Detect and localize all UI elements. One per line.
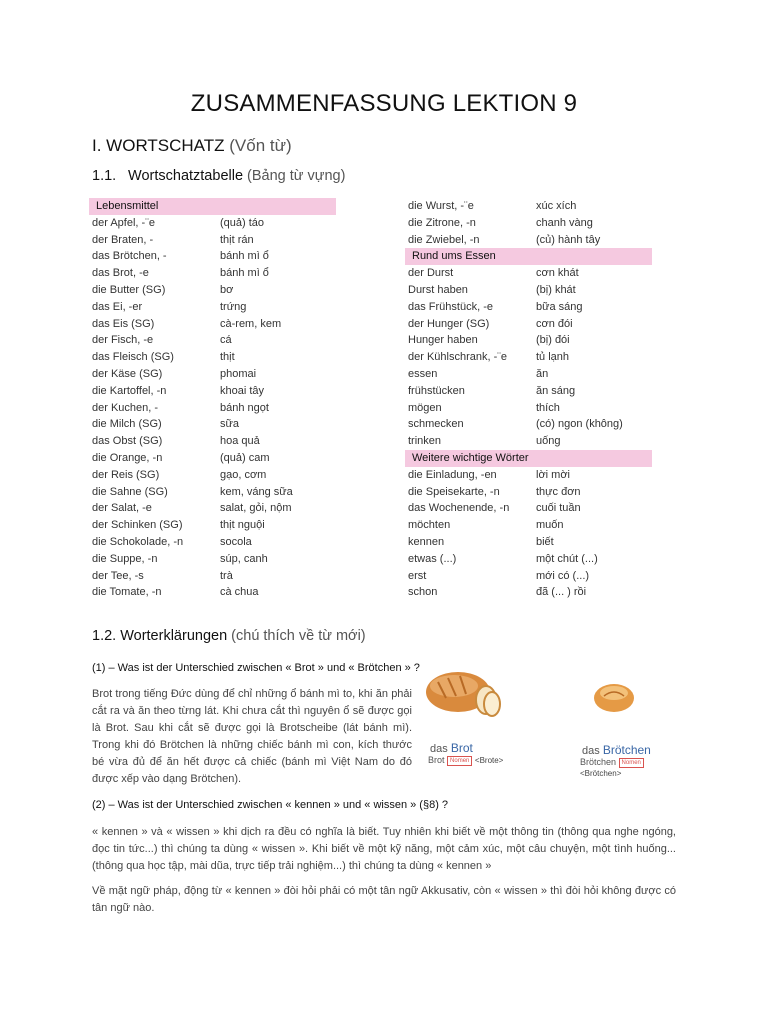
german-word: die Butter (SG) bbox=[92, 283, 166, 296]
vocab-row bbox=[408, 232, 648, 249]
vocab-row bbox=[408, 568, 648, 585]
vietnamese-translation: salat, gỏi, nộm bbox=[220, 502, 292, 515]
german-word: etwas (...) bbox=[408, 552, 457, 565]
vietnamese-translation: khoai tây bbox=[220, 384, 265, 397]
question-brot-broetchen: (1) – Was ist der Unterschied zwischen « Brot » und « Brötchen » ? bbox=[92, 662, 420, 674]
german-word: die Einladung, -en bbox=[408, 468, 497, 481]
vietnamese-translation: thịt rán bbox=[220, 233, 254, 246]
vietnamese-translation: cơn đói bbox=[536, 317, 573, 330]
category-label: Lebensmittel bbox=[96, 200, 159, 212]
vietnamese-translation: (bị) đói bbox=[536, 334, 570, 347]
figure-broetchen bbox=[580, 676, 686, 778]
category-label: Weitere wichtige Wörter bbox=[412, 451, 529, 464]
vocab-row bbox=[408, 400, 648, 417]
vietnamese-translation: cuối tuần bbox=[536, 502, 581, 515]
vocab-row bbox=[408, 383, 648, 400]
section-heading-translation: (Vốn từ) bbox=[229, 136, 292, 155]
vocab-category-header bbox=[405, 248, 652, 265]
vietnamese-translation: bánh mì ổ bbox=[220, 267, 269, 280]
vocab-row bbox=[92, 433, 332, 450]
vietnamese-translation: (quả) táo bbox=[220, 216, 265, 229]
vietnamese-translation: (quả) cam bbox=[220, 451, 270, 464]
vietnamese-translation: cà chua bbox=[220, 586, 259, 599]
vietnamese-translation: hoa quả bbox=[220, 435, 260, 448]
vietnamese-translation: ăn sáng bbox=[536, 384, 576, 397]
german-word: die Zwiebel, -n bbox=[408, 233, 480, 246]
vietnamese-translation: trà bbox=[220, 569, 233, 582]
german-word: die Sahne (SG) bbox=[92, 485, 168, 498]
german-word: möchten bbox=[408, 519, 451, 532]
vietnamese-translation: tủ lạnh bbox=[536, 351, 570, 364]
figure-broetchen-grammar bbox=[580, 757, 686, 778]
vietnamese-translation: trứng bbox=[220, 300, 247, 313]
german-word: die Suppe, -n bbox=[92, 552, 158, 565]
german-word: das Eis (SG) bbox=[92, 317, 155, 330]
vietnamese-translation: gạo, cơm bbox=[220, 468, 267, 481]
vocab-row bbox=[92, 282, 332, 299]
vocab-row bbox=[92, 349, 332, 366]
vietnamese-translation: mới có (...) bbox=[536, 569, 590, 582]
vocab-row bbox=[92, 467, 332, 484]
vocab-row bbox=[408, 534, 648, 551]
subsection-heading-text: 1.2. Worterklärungen bbox=[92, 628, 228, 644]
german-word: schmecken bbox=[408, 418, 464, 431]
vocab-row bbox=[408, 416, 648, 433]
vocab-row bbox=[408, 500, 648, 517]
vocab-row bbox=[408, 467, 648, 484]
vocab-row bbox=[92, 366, 332, 383]
word-class-tag: Nomen bbox=[619, 758, 644, 768]
vocab-row bbox=[92, 248, 332, 265]
german-word: schon bbox=[408, 586, 438, 599]
paragraph-grammar-note: Về mặt ngữ pháp, động từ « kennen » đòi hỏi phải có một tân ngữ Akkusativ, còn « wissen » thì đòi hỏi không được có tân ngữ nào. bbox=[92, 885, 676, 914]
vietnamese-translation: thực đơn bbox=[536, 485, 581, 498]
vietnamese-translation: súp, canh bbox=[220, 552, 268, 565]
german-word: die Schokolade, -n bbox=[92, 535, 184, 548]
subsection-heading-text: Wortschatztabelle bbox=[128, 168, 244, 184]
vietnamese-translation: bữa sáng bbox=[536, 300, 583, 313]
german-word: die Milch (SG) bbox=[92, 418, 162, 431]
vietnamese-translation: lời mời bbox=[536, 468, 570, 481]
vietnamese-translation: cá bbox=[220, 334, 232, 347]
german-word: das Ei, -er bbox=[92, 300, 143, 313]
german-word: das Brötchen, - bbox=[92, 250, 167, 263]
vietnamese-translation: (củ) hành tây bbox=[536, 233, 601, 246]
vietnamese-translation: bánh ngọt bbox=[220, 401, 269, 414]
german-word: mögen bbox=[408, 401, 442, 414]
vietnamese-translation: bánh mì ổ bbox=[220, 250, 269, 263]
german-word: der Durst bbox=[408, 267, 454, 280]
vocab-row bbox=[408, 299, 648, 316]
vocab-row bbox=[92, 551, 332, 568]
german-word: der Apfel, -¨e bbox=[92, 216, 155, 229]
subsection-heading-worterklaerungen bbox=[92, 628, 366, 644]
section-heading-wortschatz bbox=[92, 136, 292, 156]
vocab-row bbox=[408, 349, 648, 366]
word-class-tag: Nomen bbox=[447, 756, 472, 766]
vocab-row bbox=[92, 232, 332, 249]
vocab-row bbox=[92, 400, 332, 417]
vocab-row bbox=[92, 500, 332, 517]
german-word: der Braten, - bbox=[92, 233, 154, 246]
figure-brot bbox=[424, 664, 524, 766]
vocab-row bbox=[408, 551, 648, 568]
vietnamese-translation: xúc xích bbox=[536, 200, 577, 212]
german-word: der Reis (SG) bbox=[92, 468, 160, 481]
vocab-row bbox=[92, 484, 332, 501]
vietnamese-translation: sữa bbox=[220, 418, 239, 431]
german-word: die Tomate, -n bbox=[92, 586, 162, 599]
vocab-row bbox=[408, 282, 648, 299]
category-label: Rund ums Essen bbox=[412, 250, 496, 263]
vietnamese-translation: biết bbox=[536, 535, 554, 548]
vietnamese-translation: phomai bbox=[220, 367, 257, 380]
german-word: Durst haben bbox=[408, 283, 468, 296]
german-word: die Orange, -n bbox=[92, 451, 163, 464]
bread-loaf-icon bbox=[424, 664, 504, 724]
vocab-row bbox=[92, 316, 332, 333]
german-word: der Fisch, -e bbox=[92, 334, 154, 347]
vietnamese-translation: chanh vàng bbox=[536, 216, 593, 229]
headword: Brötchen bbox=[602, 743, 651, 757]
vocab-row bbox=[408, 198, 648, 215]
german-word: Hunger haben bbox=[408, 334, 478, 347]
vocab-row bbox=[408, 366, 648, 383]
figure-brot-label bbox=[430, 741, 524, 755]
vocab-row bbox=[408, 215, 648, 232]
vocab-row bbox=[408, 433, 648, 450]
paragraph-brot-explanation: Brot trong tiếng Đức dùng để chỉ những ổ bánh mì to, khi ăn phải cắt ra và ăn theo từng lát. Khi chưa cắt thì nguyên ổ sẽ được gọi là Brot. Sau khi cắt sẽ được gọi là Brotscheibe (lát bánh mì). Trong khi đó Brötchen là những chiếc bánh mì con, kích thước bé vừa đủ để ăn hết được cả chiếc (bánh mì Việt Nam do đó được xếp vào dạng Brötchen). bbox=[92, 688, 412, 785]
section-heading-text: I. WORTSCHATZ bbox=[92, 136, 225, 155]
vocab-row bbox=[92, 517, 332, 534]
grammar-word: Brot bbox=[428, 755, 445, 765]
subsection-heading-wortschatztabelle bbox=[92, 168, 345, 184]
vocab-row bbox=[92, 416, 332, 433]
figure-broetchen-label bbox=[582, 743, 686, 757]
vocab-row bbox=[92, 383, 332, 400]
vietnamese-translation: thích bbox=[536, 401, 560, 414]
german-word: das Obst (SG) bbox=[92, 435, 163, 448]
vietnamese-translation: muốn bbox=[536, 519, 564, 532]
vietnamese-translation: kem, váng sữa bbox=[220, 485, 293, 498]
vocab-category-header bbox=[89, 198, 336, 215]
page-title: ZUSAMMENFASSUNG LEKTION 9 bbox=[190, 90, 578, 117]
subsection-heading-translation: (chú thích về từ mới) bbox=[231, 628, 366, 644]
bread-roll-icon bbox=[590, 676, 642, 716]
grammar-word: Brötchen bbox=[580, 757, 617, 767]
vietnamese-translation: cơn khát bbox=[536, 267, 579, 280]
german-word: der Kühlschrank, -¨e bbox=[408, 351, 508, 364]
vocab-row bbox=[92, 332, 332, 349]
vietnamese-translation: uống bbox=[536, 435, 561, 448]
german-word: das Fleisch (SG) bbox=[92, 351, 174, 364]
german-word: der Salat, -e bbox=[92, 502, 152, 515]
vietnamese-translation: bơ bbox=[220, 283, 234, 296]
plural-form: <Brote> bbox=[474, 756, 504, 765]
vocab-row bbox=[92, 450, 332, 467]
vietnamese-translation: (có) ngon (không) bbox=[536, 418, 623, 431]
vocab-row bbox=[92, 299, 332, 316]
vietnamese-translation: cà-rem, kem bbox=[220, 317, 282, 330]
vocab-row bbox=[92, 584, 332, 601]
german-word: der Hunger (SG) bbox=[408, 317, 490, 330]
german-word: erst bbox=[408, 569, 427, 582]
subsection-number: 1.1. bbox=[92, 168, 117, 184]
vietnamese-translation: socola bbox=[220, 535, 252, 548]
german-word: die Kartoffel, -n bbox=[92, 384, 167, 397]
headword: Brot bbox=[450, 741, 473, 755]
vocab-category-header bbox=[405, 450, 652, 467]
article: das bbox=[430, 743, 448, 755]
vietnamese-translation: (bị) khát bbox=[536, 283, 576, 296]
german-word: das Brot, -e bbox=[92, 267, 149, 280]
german-word: kennen bbox=[408, 535, 445, 548]
german-word: essen bbox=[408, 367, 438, 380]
vocab-table-left bbox=[92, 198, 332, 601]
german-word: frühstücken bbox=[408, 384, 465, 397]
german-word: der Kuchen, - bbox=[92, 401, 159, 414]
german-word: der Käse (SG) bbox=[92, 367, 163, 380]
german-word: die Wurst, -¨e bbox=[408, 200, 474, 212]
vocab-row bbox=[408, 484, 648, 501]
figure-brot-grammar bbox=[428, 755, 524, 766]
german-word: der Tee, -s bbox=[92, 569, 144, 582]
vietnamese-translation: ăn bbox=[536, 367, 549, 380]
subsection-heading-translation: (Bảng từ vựng) bbox=[247, 168, 346, 184]
vietnamese-translation: một chút (...) bbox=[536, 552, 598, 565]
german-word: die Zitrone, -n bbox=[408, 216, 476, 229]
question-kennen-wissen: (2) – Was ist der Unterschied zwischen « kennen » und « wissen » (§8) ? bbox=[92, 799, 449, 811]
vocab-row bbox=[408, 517, 648, 534]
vocab-row bbox=[92, 215, 332, 232]
german-word: trinken bbox=[408, 435, 442, 448]
vietnamese-translation: thịt bbox=[220, 351, 235, 364]
vietnamese-translation: thịt nguội bbox=[220, 519, 265, 532]
article: das bbox=[582, 745, 600, 757]
vocab-row bbox=[92, 265, 332, 282]
german-word: der Schinken (SG) bbox=[92, 519, 183, 532]
vocab-row bbox=[408, 332, 648, 349]
paragraph-kennen-wissen: « kennen » và « wissen » khi dịch ra đều có nghĩa là biết. Tuy nhiên khi biết về một thông tin (thông qua nghe ngóng, đọc tin tức...) thì chúng ta dùng « wissen ». Khi biết về một kỹ năng, một cảm xúc, một câu chuyện, một tình huống... (thông qua học tập, mài dũa, trực tiếp trải nghiệm...) thì chúng ta dùng « kennen » bbox=[92, 826, 676, 872]
vocab-table-right bbox=[408, 198, 648, 601]
vocab-row bbox=[408, 316, 648, 333]
german-word: das Frühstück, -e bbox=[408, 300, 493, 313]
german-word: die Speisekarte, -n bbox=[408, 485, 500, 498]
vocab-row bbox=[408, 265, 648, 282]
plural-form: <Brötchen> bbox=[580, 768, 622, 778]
vocab-row bbox=[408, 584, 648, 601]
german-word: das Wochenende, -n bbox=[408, 502, 510, 515]
vocab-row bbox=[92, 568, 332, 585]
vietnamese-translation: đã (... ) rồi bbox=[536, 586, 587, 599]
vocab-row bbox=[92, 534, 332, 551]
